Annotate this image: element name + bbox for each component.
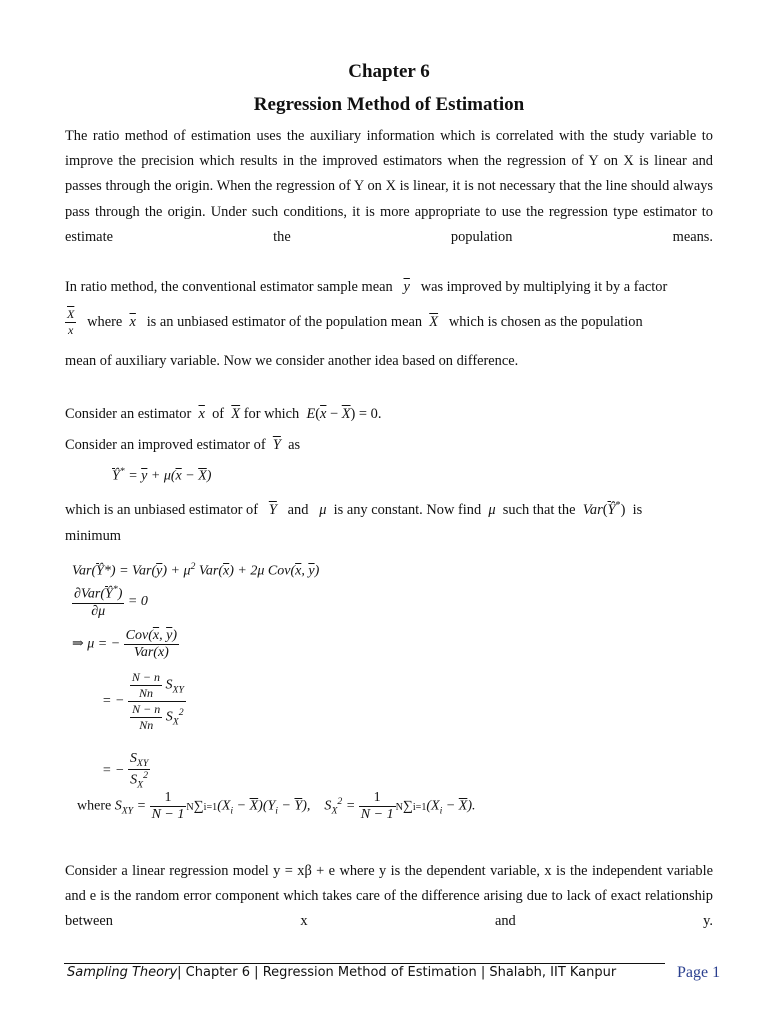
ratio-method-line-2: $\frac{\overline{X}}{x}$ where $\overline{x}$ is an unbiased estimator of the population mean $\overline{X}$ which is chosen as the population <box>67 307 643 337</box>
mu-simplified-equation: = − $\frac{S_{XY}}{S_X^2}$ <box>102 751 149 791</box>
running-footer: Sampling Theory| Chapter 6 | Regression Method of Estimation | Shalabh, IIT Kanpur <box>67 965 617 980</box>
derivative-equation: $\frac{\partial Var(\overline{Ŷ}^*)}{\partial\mu}$ = 0 <box>74 584 148 619</box>
ratio-factor-fraction: $\frac{\overline{X}}{x}$ <box>67 307 75 337</box>
mu-solution-equation: ⇒ μ = − $\frac{Cov(\overline{x}, \overline{y})}{Var(\overline{x})}$ <box>72 628 177 660</box>
ratio-method-line-1: In ratio method, the conventional estimator sample mean $\overline{y}$ was improved by multiplying it by a factor <box>65 279 668 295</box>
mu-expanded-equation: = − $\frac{N - n}{Nn}$ $S_{XY}$ $\frac{N - n}{Nn}$ $S_X^2$ <box>102 670 184 732</box>
covariance-definition-equation: where $S_{XY}$ = $\frac{1}{N - 1}$ $N\sum i=1(X_i - \overline{X})(Y_i - \overline{Y})$, $S_X^2$ = $\frac{1}{N - 1}$ $N\sum i=1(X_i - \overline{X})$. <box>77 790 476 822</box>
variance-equation: $Var(\overline{Ŷ}*) = Var(\overline{y}) + \mu^2$ $Var(\overline{x}) + 2\mu$ $Cov(\overline{x}$, $\overline{y}$) <box>72 561 320 579</box>
chapter-heading: Chapter 6 <box>348 61 430 82</box>
ratio-method-line-3: mean of auxiliary variable. Now we consider another idea based on difference. <box>65 353 519 369</box>
footer-divider <box>64 963 665 964</box>
linear-model-paragraph: Consider a linear regression model y = xβ + e where y is the dependent variable, x is the independent variable and e is the random error component which takes care of the difference arising due to lack of exact relationship between x and y. <box>65 863 713 930</box>
estimator-definition-equation: $\overline{Ŷ}^* = \overline{y} + \mu(\overline{x} - \overline{X})$ <box>112 466 212 484</box>
improved-estimator-line: Consider an improved estimator of $\overline{Y}$ as <box>65 437 301 453</box>
minimum-word: minimum <box>65 528 121 544</box>
intro-paragraph: The ratio method of estimation uses the auxiliary information which is correlated with the study variable to improve the precision which results in the improved estimators when the regression of Y on X is linear and passes through the origin. When the regression of Y on X is linear, it is not necessary that the line should always pass through the origin. Under such conditions, it is more appropriate to use the regression type estimator to estimate the population means. <box>65 128 713 245</box>
consider-estimator-line: Consider an estimator $\overline{x}$ of $\overline{X}$ for which $E(\overline{x} - \overline{X}) = 0$. <box>65 406 382 422</box>
unbiased-line: which is an unbiased estimator of $\overline{Y}$ and μ is any constant. Now find μ such that the $Var(\overline{Ŷ}^*)$ is <box>65 500 643 518</box>
chapter-title: Regression Method of Estimation <box>253 94 525 115</box>
page-number: Page 1 <box>677 964 721 981</box>
